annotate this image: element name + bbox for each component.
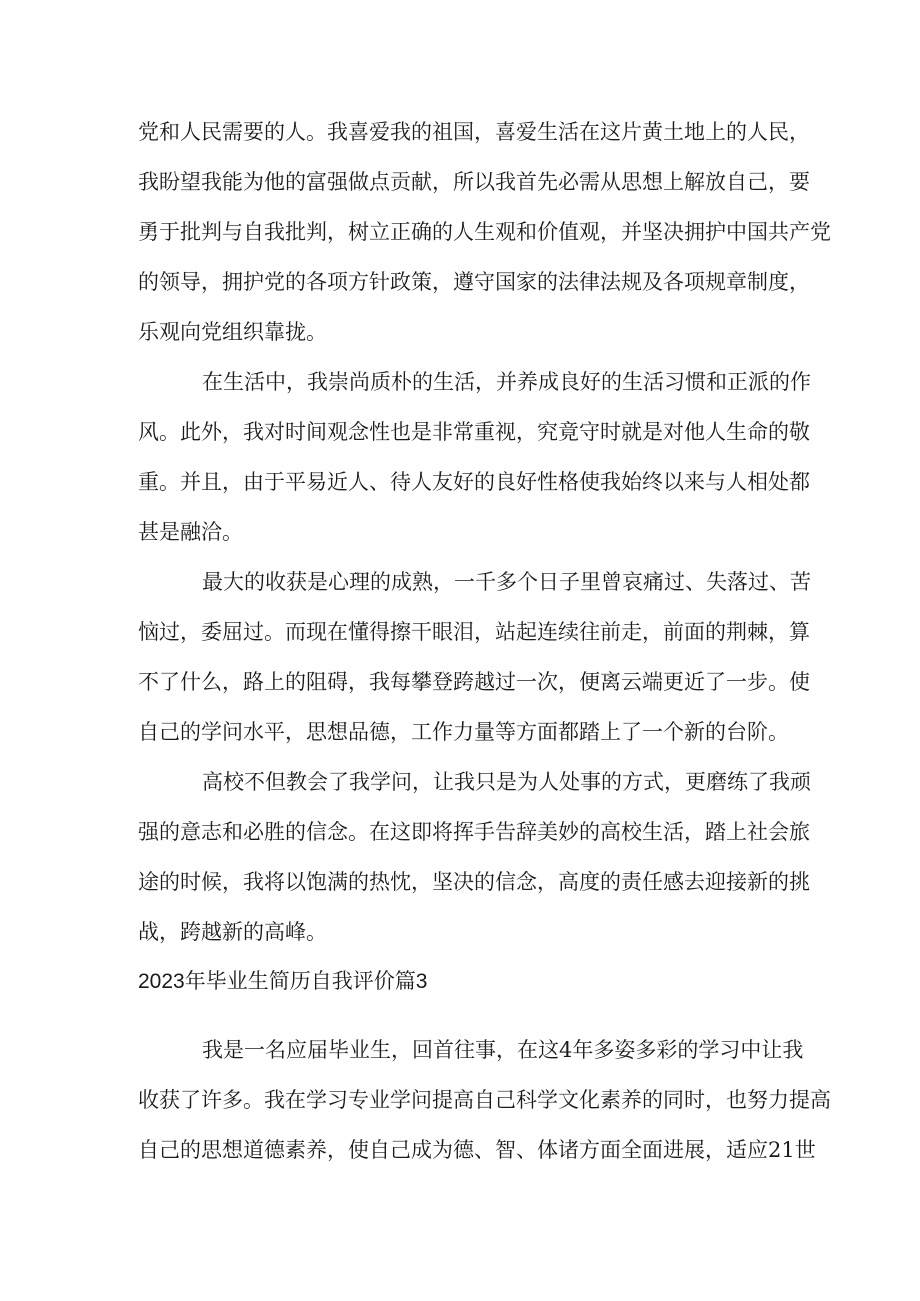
text-line: 不了什么，路上的阻碍，我每攀登跨越过一次，便离云端更近了一步。使 [138, 670, 810, 694]
text-line: 的领导，拥护党的各项方针政策，遵守国家的法律法规及各项规章制度， [138, 270, 810, 294]
text-line: 甚是融洽。 [138, 520, 243, 544]
text-line: 战，跨越新的高峰。 [138, 920, 327, 944]
text-line: 恼过，委屈过。而现在懂得擦干眼泪，站起连续往前走，前面的荆棘，算 [138, 620, 810, 644]
section-heading: 2023年毕业生简历自我评价篇3 [138, 970, 428, 993]
text-line: 自己的学问水平，思想品德，工作力量等方面都踏上了一个新的台阶。 [138, 720, 789, 744]
text-line: 最大的收获是心理的成熟，一千多个日子里曾哀痛过、失落过、苦 [202, 570, 811, 594]
text-line: 我盼望我能为他的富强做点贡献，所以我首先必需从思想上解放自己，要 [138, 170, 810, 194]
text-line: 党和人民需要的人。我喜爱我的祖国，喜爱生活在这片黄土地上的人民， [138, 120, 810, 144]
text-line: 我是一名应届毕业生，回首往事，在这4年多姿多彩的学习中让我 [202, 1038, 804, 1062]
text-line: 风。此外，我对时间观念性也是非常重视，究竟守时就是对他人生命的敬 [138, 420, 810, 444]
text-line: 途的时候，我将以饱满的热忱，坚决的信念，高度的责任感去迎接新的挑 [138, 870, 810, 894]
text-line: 勇于批判与自我批判，树立正确的人生观和价值观，并坚决拥护中国共产党 [138, 220, 831, 244]
text-line: 收获了许多。我在学习专业学问提高自己科学文化素养的同时，也努力提高 [138, 1088, 831, 1112]
text-line: 自己的思想道德素养，使自己成为德、智、体诸方面全面进展，适应21世 [138, 1138, 816, 1162]
text-line: 重。并且，由于平易近人、待人友好的良好性格使我始终以来与人相处都 [138, 470, 810, 494]
text-line: 高校不但教会了我学问，让我只是为人处事的方式，更磨练了我顽 [202, 770, 811, 794]
text-line: 强的意志和必胜的信念。在这即将挥手告辞美妙的高校生活，踏上社会旅 [138, 820, 810, 844]
text-line: 在生活中，我崇尚质朴的生活，并养成良好的生活习惯和正派的作 [202, 370, 811, 394]
text-line: 乐观向党组织靠拢。 [138, 320, 327, 344]
